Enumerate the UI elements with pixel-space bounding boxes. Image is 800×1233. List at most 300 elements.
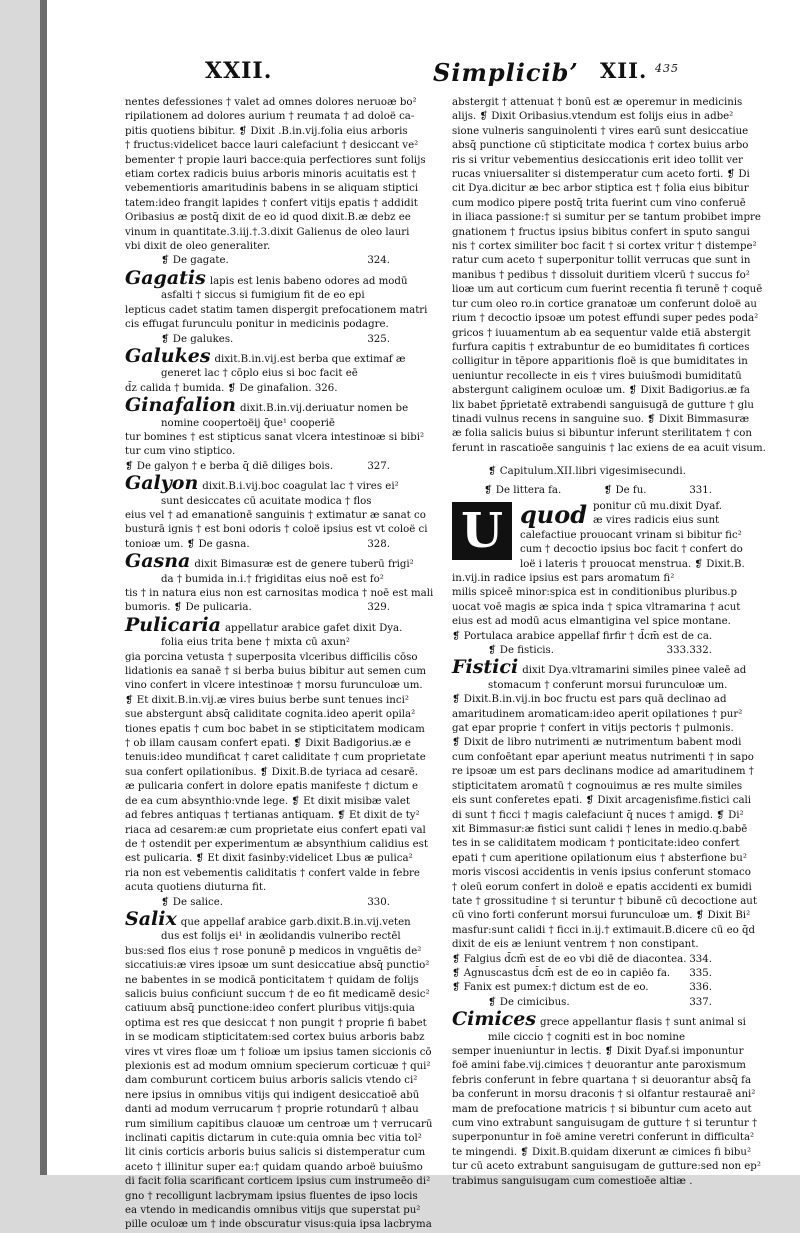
line-text: pitis quotiens bibitur. ❡ Dixit .B.in.vij.folia eius arboris [125, 125, 408, 137]
line-text: de ea cum absynthio:vnde lege. ❡ Et dixit misibæ valet [125, 795, 410, 807]
text-line [452, 1146, 752, 1160]
text-line [125, 974, 419, 988]
text-line [125, 197, 418, 211]
line-text: dixit Bimasuræ est de genere tuberū frigi² [194, 559, 414, 571]
text-line [125, 266, 408, 289]
line-text: alijs. ❡ Dixit Oribasius.vtendum est folijs eius in adbe² [452, 111, 734, 123]
entry-number: 334. [689, 953, 712, 965]
text-line [452, 139, 749, 153]
text-line [125, 1161, 423, 1175]
line-text: uocat voē magis æ spica inda † spica vltramarina † acut [452, 601, 741, 613]
line-text: tatem:ideo frangit lapides † confert vitijs epatis † addidit [125, 197, 418, 209]
line-text: cum confoētant epar aperiunt meatus nutrimenti † in sapo [452, 751, 754, 763]
text-line [125, 573, 390, 587]
text-line [125, 125, 408, 139]
text-line [125, 1089, 420, 1103]
text-line [125, 1175, 431, 1189]
text-line [125, 139, 419, 153]
text-line [125, 907, 411, 930]
text-line [125, 472, 399, 495]
text-line [125, 959, 430, 973]
text-line [452, 1074, 752, 1088]
line-text: gno † recolligunt lacbrymam ipsius fluentes de ipso locis [125, 1190, 418, 1202]
text-line [125, 226, 410, 240]
text-line [125, 795, 410, 809]
text-line [125, 1017, 427, 1031]
line-text: moris viscosi accidentis in venis ipsius conferunt stomaco [452, 867, 751, 879]
text-line [452, 953, 712, 967]
entry-number: 332. [689, 645, 712, 657]
text-line [125, 1046, 432, 1060]
entry-headword: Pulicaria [125, 613, 221, 636]
text-line [452, 895, 757, 909]
text-line [125, 930, 401, 944]
chapter-heading: ❡ Capitulum.XII.libri vigesimisecundi. [488, 466, 686, 478]
line-text: di facit folia scarificant corticem ipsius cum instrumeēo di² [125, 1176, 431, 1188]
text-line [125, 988, 430, 1002]
line-text: tate † grossitudine † si teruntur † bibunē cū decoctione aut [452, 895, 757, 907]
line-text: vinum in quantitate.3.iij.†.3.dixit Galienus de oleo lauri [125, 226, 410, 238]
line-text: lit cinis corticis arboris buius salicis si distemperatur cum [125, 1147, 426, 1159]
line-text: mam de prefocatione matricis † si bibuntur cum aceto aut [452, 1103, 752, 1115]
line-text: semper inueniuntur in lectis. ❡ Dixit Dyaf.si imponuntur [452, 1046, 744, 1057]
line-text: ferunt in rascatioēe sanguinis † lac exiens de ea acuit visum. [452, 442, 766, 454]
line-text: ripilationem ad dolores aurium † reumata † ad doloë ca- [125, 111, 415, 123]
text-line [125, 780, 419, 794]
entry-headword: Ginafalion [125, 394, 236, 417]
right-column-top-text [452, 96, 766, 456]
line-text: cū vino forti conferunt morsui furunculoæ um. ❡ Dixit Bi² [452, 910, 751, 922]
line-text: xit Bimmasur:æ fistici sunt calidi † lenes in medio.q.babē [452, 823, 748, 835]
text-line [125, 1060, 431, 1074]
line-text: mile ciccio † cogniti est in boc nomine [488, 1031, 685, 1043]
text-line [125, 1218, 432, 1232]
text-line [125, 838, 428, 852]
text-line [452, 794, 752, 808]
line-text: da † bumida in.i.† frigiditas eius noē est fo² [161, 573, 384, 585]
line-text: æ pulicaria confert in dolore epatis manifeste † dictum e [125, 781, 419, 793]
text-line [125, 1118, 433, 1132]
line-text: salicis buius conficiunt succum † de eo fit medicamē desic² [125, 988, 430, 1000]
line-text: amaritudinem aromaticam:ideo aperit opilationes † pur² [452, 708, 743, 720]
line-text: loë i lateris † prouocat menstrua. ❡ Dixit.B. [520, 558, 745, 570]
folio-number: 435 [655, 62, 679, 75]
line-text: ad febres antiquas † tertianas antiquam. ❡ Et dixit de ty² [125, 810, 420, 822]
text-line [452, 1045, 744, 1059]
text-line [125, 737, 411, 751]
text-line [125, 881, 390, 895]
text-line [125, 694, 409, 708]
text-line [125, 344, 406, 367]
line-text: catiuum absq̄ punctione:ideo confert pluribus vitijs:quia [125, 1003, 415, 1015]
text-line [452, 967, 712, 981]
line-text: tur cū aceto extrabunt sanguisugam de gutture:sed non ep² [452, 1161, 761, 1173]
text-line [125, 1190, 418, 1204]
chapter-toc-number: 331. [689, 484, 712, 496]
line-text: pille oculoæ um † inde obscuratur visus:quia ipsa lacbryma [125, 1219, 432, 1231]
line-text: ❡ De cimicibus. [488, 996, 570, 1008]
text-line [125, 550, 414, 573]
line-text: dam comburunt corticem buius arboris salicis vtendo ci² [125, 1075, 418, 1087]
text-line [125, 613, 403, 636]
line-text: bumoris. ❡ De pulicaria. [125, 602, 252, 614]
text-line [452, 693, 727, 707]
text-line [452, 881, 752, 895]
text-line [452, 780, 743, 794]
line-text: ponitur cū mu.dixit Dyaf. [593, 500, 722, 512]
line-text: rucas vniuersaliter si distemperatur cum aceto forti. ❡ Di [452, 169, 750, 181]
text-line [125, 708, 416, 722]
line-text: † fructus:videlicet bacce lauri calefaciunt † desiccant ve² [125, 140, 419, 152]
right-column-bottom-text [452, 500, 761, 1189]
text-line [452, 909, 751, 923]
line-text: ea vtendo in medicandis omnibus vitijs que superstat pu² [125, 1205, 421, 1217]
text-line [125, 168, 417, 182]
line-text: nentes defessiones † valet ad omnes dolores neruoæ bo² [125, 97, 417, 108]
entry-number: 327. [367, 460, 390, 472]
line-text: vbi dixit de oleo generaliter. [125, 241, 271, 253]
line-text: aceto † illinitur super ea:† quidam quando arboë buius̄mo [125, 1161, 423, 1173]
entry-number: 328. [367, 538, 390, 550]
line-text: cis effugat furunculu ponitur in medicinis podagre. [125, 319, 389, 331]
text-line [125, 1132, 422, 1146]
line-text: ❡ De galyon † e berba q̄ diē diliges bois. [125, 460, 334, 472]
entry-number: 324. [367, 255, 390, 267]
text-line [125, 154, 426, 168]
text-line [125, 679, 423, 693]
text-line [125, 651, 418, 665]
entry-number: 337. [689, 996, 712, 1008]
line-text: tur cum oleo ro.in cortice granatoæ um conferunt doloë au [452, 298, 757, 310]
text-line [125, 636, 390, 650]
text-line [125, 211, 411, 225]
line-text: acuta quotiens diuturna fit. [125, 882, 267, 894]
line-text: ❡ De fisticis. [488, 645, 555, 657]
text-line [125, 289, 390, 303]
text-line [125, 1146, 426, 1160]
entry-headword: Salix [125, 907, 177, 930]
line-text: manibus † pedibus † dissoluit duritiem vlcerū † succus fo² [452, 269, 750, 281]
line-text: generet lac † cōplo eius si boc facit eē [161, 368, 358, 380]
line-text: in iliaca passione:† si sumitur per se tantum probibet impre [452, 212, 761, 224]
text-line [125, 304, 428, 318]
text-line [125, 495, 390, 509]
line-text: d̄z calida † bumida. ❡ De ginafalion. 326. [125, 382, 338, 394]
line-text: folia eius trita bene † mixta cū axun² [161, 637, 350, 649]
text-line [125, 1204, 421, 1218]
line-text: ratur cum aceto † superponitur tollit verrucas que sunt in [452, 255, 751, 267]
line-text: de † ostendit per experimentum æ absynthium calidius est [125, 838, 428, 850]
text-line [125, 110, 415, 124]
line-text: re ipsoæ um est pars declinans modice ad amaritudinem † [452, 766, 754, 778]
line-text: lidationis ea sanaē † si berba buius bibitur aut semen cum [125, 666, 427, 678]
entry-headword: Gasna [125, 550, 191, 573]
line-text: tinadi vulnus recens in sanguine suo. ❡ Dixit Bimmasuræ [452, 413, 750, 425]
line-text: etiam cortex radicis buius arboris minoris acuitatis est † [125, 169, 417, 181]
text-line [452, 1175, 712, 1189]
line-text: gricos † iuuamentum ab ea sequentur valde etiā abstergit [452, 327, 751, 339]
line-text: dus est folijs ei¹ in æolidandis vulneribo rectēl [161, 931, 401, 943]
line-text: absq̄ punctione cū stipticitate modica † cortex buius arbo [452, 140, 749, 152]
right-column [452, 96, 766, 1189]
text-line [125, 445, 390, 459]
decorated-initial: U [452, 502, 512, 560]
chapter-toc-a: ❡ De littera fa. [484, 484, 562, 496]
line-text: bus:sed flos eius † rose ponunē p medicos in vnguētis de² [125, 945, 422, 957]
line-text: di sunt † ficci † magis calefaciunt q̄ nuces † amigd. ❡ Di² [452, 809, 744, 821]
text-line [452, 110, 734, 124]
left-column [125, 96, 434, 1233]
line-text: æ folia salicis buius si bibuntur inferunt sterilitatem † con [452, 428, 752, 440]
line-text: lepticus cadet statim tamen dispergit prefocationem matri [125, 304, 428, 316]
line-text: nis † cortex similiter boc facit † si cortex vritur † distempe² [452, 241, 757, 253]
line-text: tis † in natura eius non est carnositas modica † noē est mali [125, 588, 434, 599]
entry-headword: Galukes [125, 344, 211, 367]
line-text: grece appellantur flasis † sunt animal si [540, 1017, 746, 1029]
line-text: tonioæ um. ❡ De gasna. [125, 538, 250, 550]
text-line [125, 367, 390, 381]
line-text: æ vires radicis eius sunt [593, 515, 720, 527]
text-line [452, 370, 742, 384]
initial-block [452, 499, 761, 1189]
line-text: ria non est vebementis caliditatis † confert valde in febre [125, 867, 420, 879]
text-line [125, 751, 426, 765]
text-line [125, 852, 413, 866]
line-text: † oleū eorum confert in doloë e epatis accidenti ex bumidi [452, 881, 752, 893]
line-text: febris conferunt in febre quartana † si deuorantur absq̄ fa [452, 1074, 752, 1086]
text-line [125, 318, 390, 332]
text-line [452, 1160, 761, 1174]
line-text: plexionis est ad modum omnium specierum corticuæ † qui² [125, 1061, 431, 1072]
line-text: rium † decoctio ipsoæ um potest effundi super pedes poda² [452, 313, 759, 325]
text-line [125, 723, 425, 737]
line-text: ❡ De salice. [161, 896, 224, 908]
line-text: Oribasius æ postq̄ dixit de eo id quod dixit.B.æ debz ee [125, 212, 411, 224]
text-line [452, 1103, 752, 1117]
text-line [125, 1002, 415, 1016]
line-text: siccatiuis:æ vires ipsoæ um sunt desiccatiue absq̄ punctio² [125, 960, 430, 972]
line-text: rum similium capitibus clauoæ um centroæ um † verrucarū [125, 1118, 433, 1130]
line-text: ❡ Portulaca arabice appellaf firfir † d̄cm̄ est de ca. [452, 630, 713, 642]
line-text: danti ad modum verrucarum † proprie rotundarū † albau [125, 1104, 419, 1116]
text-line [452, 384, 751, 398]
line-text: lix babet p̄prietatē extrabendi sanguisugā de gutture † glu [452, 399, 754, 411]
entry-number: 333. [666, 645, 690, 657]
line-text: furfura capitis † extrabuntur de eo bumiditates fi cortices [452, 341, 750, 353]
text-line [452, 312, 759, 326]
entry-number: 335. [689, 967, 712, 979]
text-line [452, 341, 750, 355]
text-line [452, 327, 751, 341]
line-text: in.vij.in radice ipsius est pars aromatum fi² [452, 573, 675, 584]
line-text: que appellaf arabice garb.dixit.B.in.vij.veten [180, 916, 411, 928]
line-text: tes in se caliditatem modicam † ponticitate:ideo confert [452, 838, 740, 850]
line-text: ❡ Et dixit.B.in.vij.æ vires buius berbe sunt tenues inci² [125, 694, 409, 706]
text-line [452, 852, 747, 866]
text-line [452, 1088, 756, 1102]
line-text: superponuntur in foë amine veretri conferunt in difficulta² [452, 1132, 755, 1144]
text-line [452, 736, 742, 750]
line-text: ❡ Dixit.B.in.vij.in boc fructu est pars quā declinao ad [452, 694, 727, 706]
text-line [452, 211, 761, 225]
line-text: cum modico pipere postq̄ trita fuerint cum vino conferuē [452, 197, 746, 209]
line-text: ❡ Agnuscastus d̄cm̄ est de eo in capiēo fa. [452, 967, 671, 979]
text-line [452, 572, 712, 586]
entry-headword: Galyon [125, 472, 199, 495]
running-head-number: XII. [600, 58, 648, 83]
initial-word: quod [520, 499, 588, 529]
text-line [452, 182, 749, 196]
line-text: ba conferunt in morsu draconis † si olfantur restauraē ani² [452, 1089, 756, 1101]
text-line [452, 866, 751, 880]
text-line [125, 1074, 418, 1088]
chapter-toc-b: ❡ De fu. [603, 484, 647, 496]
text-line [452, 809, 744, 823]
line-text: calefactiue prouocant vrinam si bibitur fic² [520, 529, 742, 541]
text-line [452, 355, 748, 369]
line-text: abstergunt caliginem oculoæ um. ❡ Dixit Badigorius.æ fa [452, 385, 751, 397]
text-line [452, 168, 750, 182]
line-text: sione vulneris sanguinolenti † vires earū sunt desiccatiue [452, 125, 749, 137]
line-text: cit Dya.dicitur æ bec arbor stiptica est † folia eius bibitur [452, 183, 749, 195]
text-line [452, 837, 740, 851]
entry-number: 325. [367, 333, 390, 345]
line-text: tiones epatis † cum boc babet in se stipticitatem modicam [125, 723, 425, 735]
line-text: lapis est lenis babeno odores ad modū [209, 275, 408, 287]
entry-headword: Fistici [452, 656, 519, 679]
line-text: stomacum † conferunt morsui furunculoæ um. [488, 679, 728, 691]
line-text: bementer † propie lauri bacce:quia perfectiores sunt folijs [125, 154, 426, 166]
line-text: vino confert in vlcere intestinoæ † morsu furunculoæ um. [125, 680, 423, 692]
line-text: lioæ um aut corticum cum fuerint recentia fi terunē † coquē [452, 284, 763, 296]
text-line [452, 615, 731, 629]
line-text: cum † decoctio ipsius boc facit † confert do [520, 544, 743, 556]
line-text: dixit.B.in.vij.deriuatur nomen be [239, 403, 409, 415]
text-line [452, 283, 763, 297]
line-text: busturā ignis † est boni odoris † coloë ipsius est vt coloë ci [125, 524, 428, 536]
line-text: sua confert opilationibus. ❡ Dixit.B.de tyriaca ad cesarē. [125, 766, 418, 778]
text-line [452, 679, 728, 693]
text-line [125, 417, 390, 431]
text-line [125, 809, 420, 823]
text-line [452, 981, 712, 995]
line-text: gat epar proprie † confert in vitijs pectoris † pulmonis. [452, 723, 734, 735]
line-text: vebementioris amaritudinis babens in se aliquam stiptici [125, 183, 419, 195]
line-text: tenuis:ideo mundificat † caret caliditate † cum proprietate [125, 752, 426, 764]
text-line [125, 587, 434, 601]
entry-number: 336. [689, 982, 712, 994]
text-line [125, 1103, 419, 1117]
entry-headword: Cimices [452, 1008, 537, 1031]
line-text: dixit Dya.vltramarini similes pinee valeē ad [522, 665, 747, 677]
line-text: ne babentes in se modicā ponticitatem † quidam de folijs [125, 974, 419, 986]
line-text: nere ipsius in omnibus vitijs qui indigent desiccatioē abū [125, 1089, 420, 1101]
text-line [125, 394, 409, 417]
line-text: in se modicam stipticitatem:sed cortex buius arboris babz [125, 1032, 425, 1044]
line-text: ueniuntur recollecte in eis † vires buius̄modi bumiditatū [452, 370, 742, 382]
text-line [125, 945, 422, 959]
line-text: cum vino extrabunt sanguisugam de gutture † si teruntur † [452, 1118, 758, 1130]
line-text: gnationem † fructus ipsius bibitus confert in sputo sangui [452, 226, 750, 238]
line-text: dixit de eis æ leniunt ventrem † non constipant. [452, 939, 699, 951]
text-line [452, 427, 752, 441]
text-line [452, 399, 754, 413]
line-text: riaca ad cesarem:æ cum proprietate eius confert epati val [125, 824, 426, 836]
text-line [452, 269, 750, 283]
line-text: vires vt vires floæ um † folioæ um ipsius tamen siccionis cō [125, 1046, 432, 1058]
text-line [452, 708, 743, 722]
chapter-toc [452, 484, 712, 498]
text-line [452, 298, 757, 312]
line-text: nomine coopertoëij q̄ue¹ cooperiē [161, 417, 335, 429]
line-text: te mingendi. ❡ Dixit.B.quidam dixerunt æ cimices fi bibu² [452, 1146, 752, 1158]
line-text: tur cum vino stiptico. [125, 446, 236, 458]
text-line [125, 1031, 425, 1045]
text-line [452, 125, 749, 139]
text-line [125, 824, 426, 838]
text-line [125, 96, 417, 110]
text-line [452, 765, 754, 779]
line-text: appellatur arabice gafet dixit Dya. [224, 622, 403, 634]
line-text: eius est ad modū acus elmantigina vel spice montane. [452, 616, 731, 628]
line-text: eis sunt conferetes epati. ❡ Dixit arcagenisfime.fistici cali [452, 795, 752, 807]
text-line [452, 1031, 712, 1045]
text-line [452, 1008, 746, 1031]
line-text: ❡ Fanix est pumex:† dictum est de eo. [452, 982, 649, 994]
line-text: ❡ Falgius d̄cm̄ est de eo vbi diē de diacontea. [452, 953, 687, 965]
text-line [125, 431, 425, 445]
text-line [452, 938, 712, 952]
entry-headword: Gagatis [125, 266, 206, 289]
text-line [452, 254, 751, 268]
text-line [452, 924, 756, 938]
line-text: gia porcina vetusta † superposita vlceribus difficilis cōso [125, 651, 418, 663]
text-line [125, 665, 427, 679]
line-text: optima est res que desiccat † non pungit † proprie fi babet [125, 1017, 427, 1029]
text-line [452, 197, 746, 211]
entry-number: 329. [367, 602, 390, 614]
line-text: asfalti † siccus si fumigium fit de eo epi [161, 290, 365, 302]
text-line [452, 656, 747, 679]
text-line [452, 96, 743, 110]
line-text: milis spiceē minor:spica est in conditionibus pluribus.p [452, 587, 738, 599]
line-text: foë amini fabe.vij.cimices † deuorantur ante paroxismum [452, 1060, 746, 1072]
line-text: est pulicaria. ❡ Et dixit fasinby:videlicet Lbus æ pulica² [125, 853, 413, 865]
line-text: ❡ Dixit de libro nutrimenti æ nutrimentum babent modi [452, 737, 742, 749]
line-text: ❡ De gagate. [161, 255, 229, 267]
line-text: sue abstergunt absq̄ caliditate cognita.ideo aperit opila² [125, 709, 416, 721]
line-text: dixit.B.in.vij.est berba que extimaf æ [214, 353, 406, 365]
line-text: masfur:sunt calidi † ficci in.ij.† extimauit.B.dicere cū eo q̄d [452, 924, 756, 936]
line-text: tur bomines † est stipticus sanat vlcera intestinoæ si bibi² [125, 431, 425, 443]
text-line [452, 722, 734, 736]
line-text: stipticitatem aromatū † cognouimus æ res multe similes [452, 780, 743, 792]
text-line [125, 240, 390, 254]
text-line [452, 154, 743, 168]
line-text: † ob illam causam confert epati. ❡ Dixit Badigorius.æ e [125, 738, 411, 750]
line-text: epati † cum aperitione opilationum eius † absterfione bu² [452, 852, 747, 864]
text-line [452, 601, 741, 615]
text-line [452, 823, 748, 837]
entry-number: 330. [367, 896, 390, 908]
text-line [452, 240, 757, 254]
text-line [125, 509, 426, 523]
binding-gutter [40, 0, 47, 1175]
text-line [452, 751, 754, 765]
text-line [125, 766, 418, 780]
line-text: colligitur in tēpore apparitionis floë is que bumiditates in [452, 356, 748, 368]
line-text: ❡ De galukes. [161, 333, 234, 345]
